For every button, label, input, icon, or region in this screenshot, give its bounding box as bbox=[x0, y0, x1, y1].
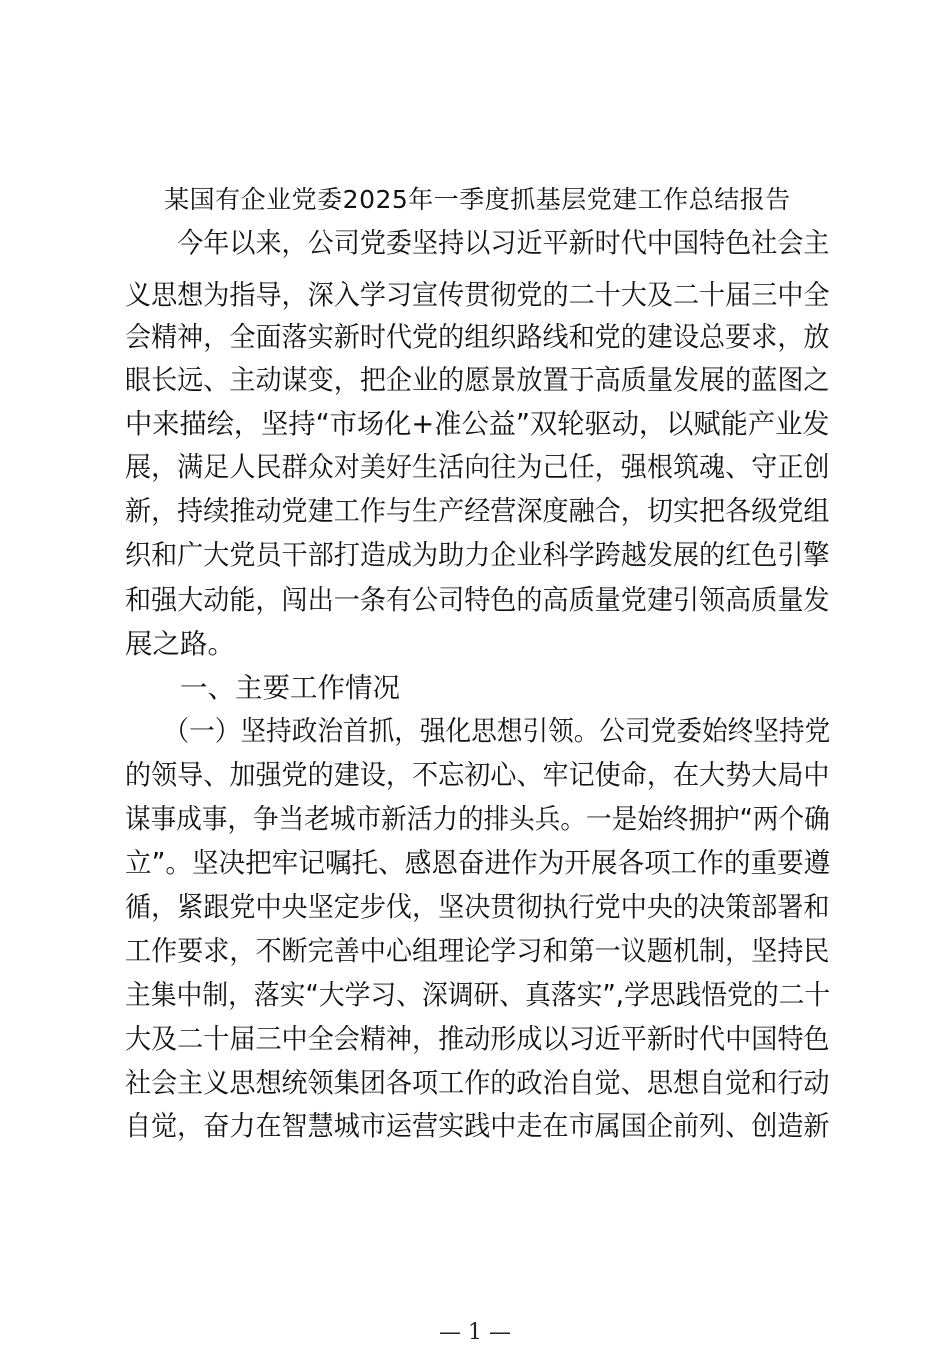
document-title: 某国有企业党委2025年一季度抓基层党建工作总结报告 bbox=[164, 185, 791, 214]
body-line: 社会主义思想统领集团各项工作的政治自觉、思想自觉和行动 bbox=[125, 1067, 830, 1099]
body-line: 新，持续推动党建工作与生产经营深度融合，切实把各级党组 bbox=[125, 495, 830, 527]
body-line: 今年以来，公司党委坚持以习近平新时代中国特色社会主 bbox=[125, 227, 830, 259]
body-line: 织和广大党员干部打造成为助力企业科学跨越发展的红色引擎 bbox=[125, 539, 830, 571]
body-line: 谋事成事，争当老城市新活力的排头兵。一是始终拥护“两个确 bbox=[125, 803, 830, 835]
body-line: 和强大动能，闯出一条有公司特色的高质量党建引领高质量发 bbox=[125, 584, 830, 616]
body-line: 立”。坚决把牢记嘱托、感恩奋进作为开展各项工作的重要遵 bbox=[125, 847, 831, 879]
body-line: （一）坚持政治首抓，强化思想引领。公司党委始终坚持党 bbox=[125, 715, 831, 747]
body-line: 自觉，奋力在智慧城市运营实践中走在市属国企前列、创造新 bbox=[125, 1110, 830, 1142]
body-line: 循，紧跟党中央坚定步伐，坚决贯彻执行党中央的决策部署和 bbox=[125, 891, 830, 923]
body-line: 展之路。 bbox=[125, 628, 235, 660]
section-heading: 一、主要工作情况 bbox=[125, 672, 400, 704]
body-line: 会精神，全面落实新时代党的组织路线和党的建设总要求，放 bbox=[125, 321, 830, 353]
body-line: 眼长远、主动谋变，把企业的愿景放置于高质量发展的蓝图之 bbox=[125, 364, 830, 396]
body-line: 工作要求，不断完善中心组理论学习和第一议题机制，坚持民 bbox=[125, 935, 830, 967]
body-line: 义思想为指导，深入学习宣传贯彻党的二十大及二十届三中全 bbox=[125, 279, 830, 311]
body-line: 的领导、加强党的建设，不忘初心、牢记使命，在大势大局中 bbox=[125, 759, 830, 791]
body-line: 展，满足人民群众对美好生活向往为己任，强根筑魂、守正创 bbox=[125, 451, 830, 483]
page-number: — 1 — bbox=[439, 1320, 511, 1345]
body-line: 主集中制，落实“大学习、深调研、真落实”,学思践悟党的二十 bbox=[125, 979, 831, 1011]
body-line: 大及二十届三中全会精神，推动形成以习近平新时代中国特色 bbox=[125, 1023, 830, 1055]
body-line: 中来描绘，坚持“市场化+准公益”双轮驱动，以赋能产业发 bbox=[125, 408, 830, 440]
